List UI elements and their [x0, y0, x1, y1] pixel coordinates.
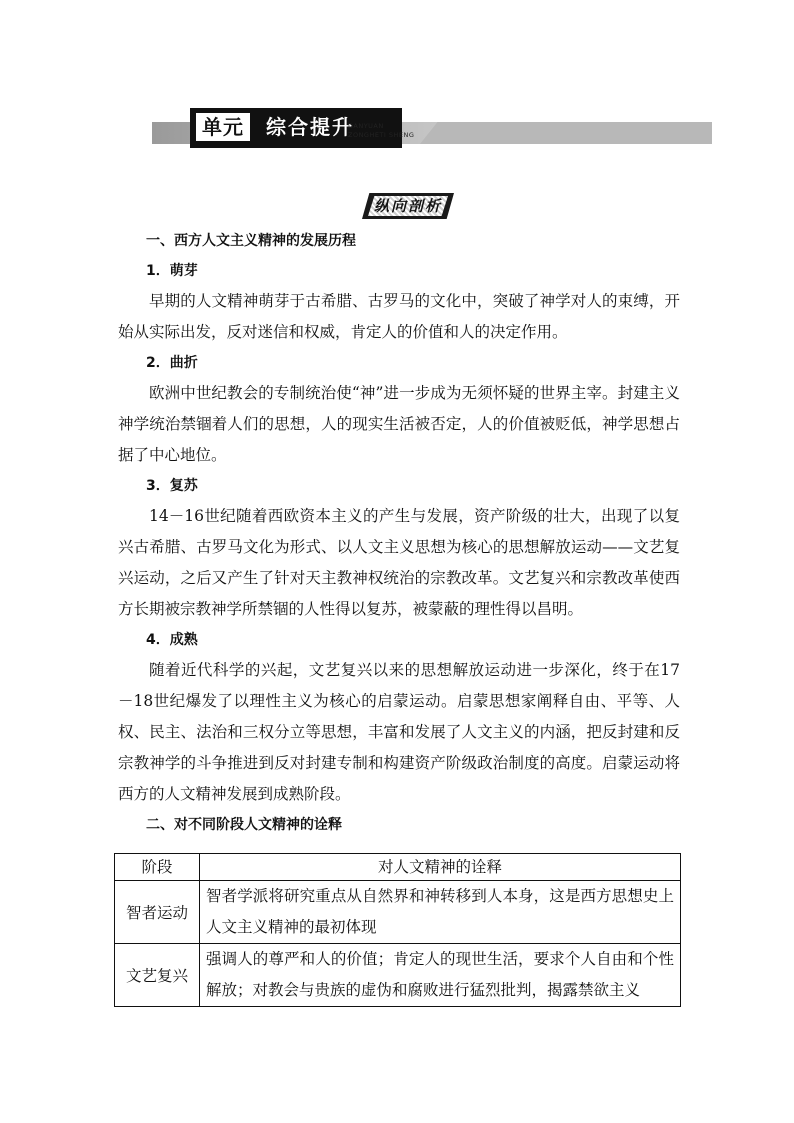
table-header-desc: 对人文精神的诠释	[200, 854, 681, 881]
interpretation-table	[114, 853, 681, 1007]
stage-text-3: 14－16世纪随着西欧资本主义的产生与发展，资产阶级的壮大，出现了以复兴古希腊、古罗马文化为形式、以人文主义思想为核心的思想解放运动——文艺复兴运动，之后又产生了针对天主教神权统治的宗教改革。文艺复兴和宗教改革使西方长期被宗教神学所禁锢的人性得以复苏，被蒙蔽的理性得以昌明。	[118, 507, 680, 618]
banner-stripe	[420, 122, 712, 144]
stage-title-1: 1．萌芽	[146, 263, 198, 279]
banner-pinyin	[348, 122, 414, 140]
unit-banner	[152, 115, 712, 144]
table-cell-desc: 智者学派将研究重点从自然界和神转移到人本身，这是西方思想史上人文主义精神的最初体现	[200, 881, 681, 944]
table-cell-desc: 强调人的尊严和人的价值；肯定人的现世生活，要求个人自由和个性解放；对教会与贵族的虚伪和腐败进行猛烈批判，揭露禁欲主义	[200, 944, 681, 1007]
table-header-row	[115, 854, 681, 881]
section1-heading: 一、西方人文主义精神的发展历程	[146, 233, 356, 249]
main-content	[118, 226, 680, 840]
banner-pinyin-line1: DANYUAN	[348, 122, 384, 130]
table-row	[115, 881, 681, 944]
stage-title-4: 4．成熟	[146, 632, 198, 648]
section-badge	[362, 193, 454, 219]
stage-text-4: 随着近代科学的兴起，文艺复兴以来的思想解放运动进一步深化，终于在17－18世纪爆发了以理性主义为核心的启蒙运动。启蒙思想家阐释自由、平等、人权、民主、法治和三权分立等思想，丰富和发展了人文主义的内涵，把反封建和反宗教神学的斗争推进到反对封建专制和构建资产阶级政治制度的高度。启蒙运动将西方的人文精神发展到成熟阶段。	[118, 661, 680, 803]
section2-heading: 二、对不同阶段人文精神的诠释	[146, 817, 342, 833]
stage-title-2: 2．曲折	[146, 355, 198, 371]
banner-title-part1: 单元	[196, 113, 250, 141]
banner-pinyin-line2: ZONGHETI SHENG	[348, 131, 415, 139]
table-header-stage: 阶段	[115, 854, 200, 881]
table-cell-stage: 文艺复兴	[115, 944, 200, 1007]
stage-title-3: 3．复苏	[146, 478, 198, 494]
section-badge-text: 纵向剖析	[373, 197, 442, 215]
banner-title-part2: 综合提升	[266, 115, 354, 139]
table-row	[115, 944, 681, 1007]
stage-text-2: 欧洲中世纪教会的专制统治使“神”进一步成为无须怀疑的世界主宰。封建主义神学统治禁锢着人们的思想，人的现实生活被否定，人的价值被贬低，神学思想占据了中心地位。	[118, 384, 680, 464]
stage-text-1: 早期的人文精神萌芽于古希腊、古罗马的文化中，突破了神学对人的束缚，开始从实际出发，反对迷信和权威，肯定人的价值和人的决定作用。	[118, 292, 680, 341]
table-cell-stage: 智者运动	[115, 881, 200, 944]
